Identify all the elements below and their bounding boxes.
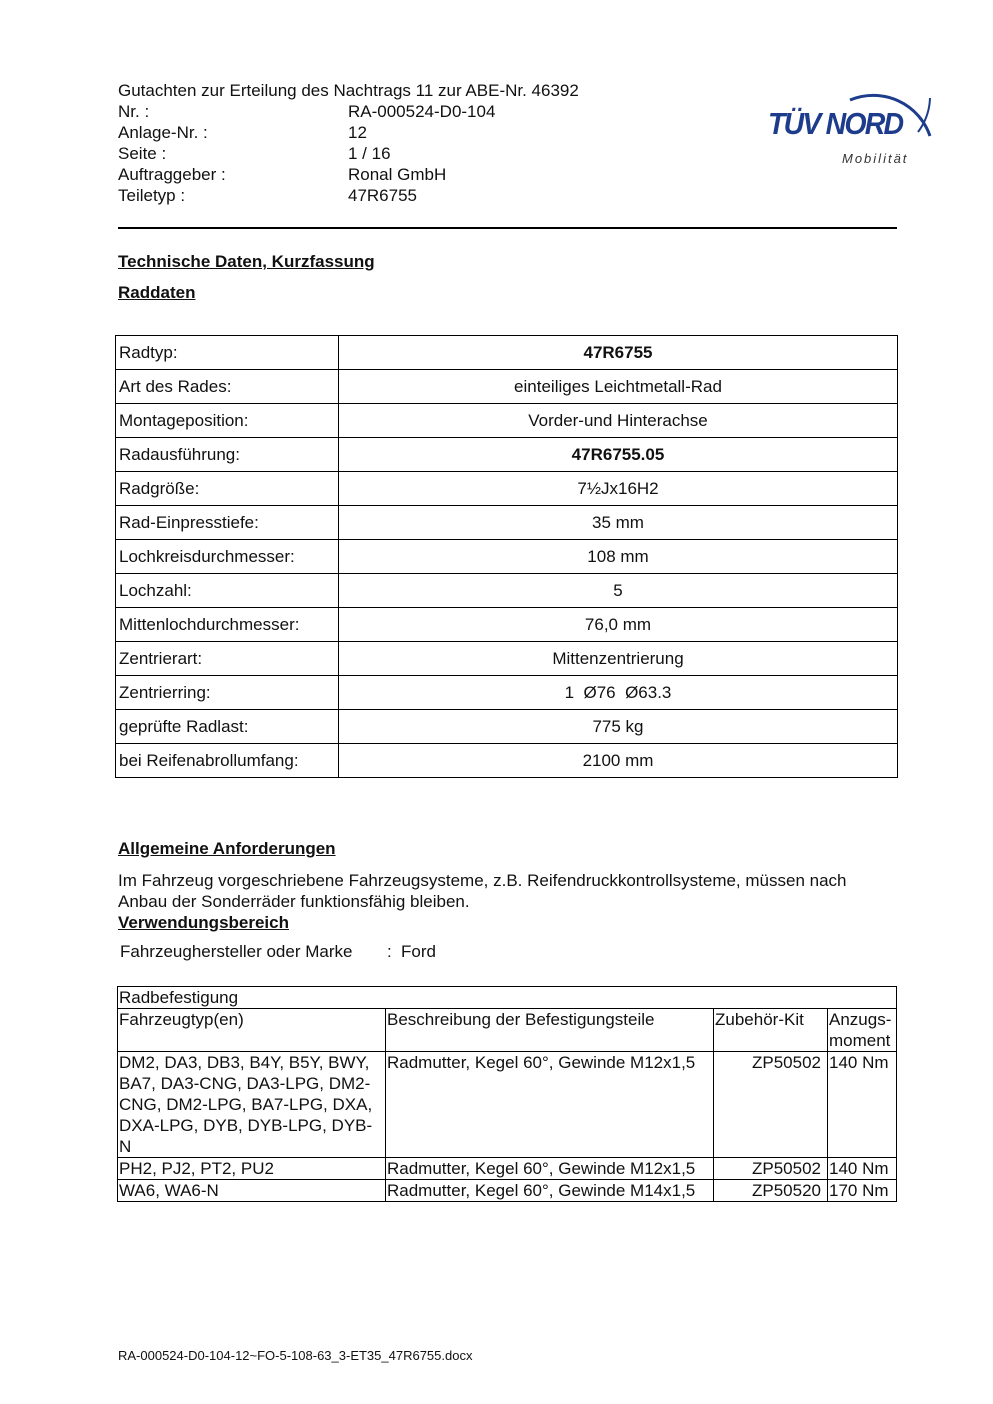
table-title-row: Radbefestigung [118,987,897,1009]
table-row: Zentrierring: 1 Ø76 Ø63.3 [116,676,898,710]
table-row: WA6, WA6-N Radmutter, Kegel 60°, Gewinde M14x1,5 ZP50520 170 Nm [118,1180,897,1202]
allgemein-paragraph: Im Fahrzeug vorgeschriebene Fahrzeugsysteme, z.B. Reifendruckkontrollsysteme, müssen nach Anbau der Sonderräder funktionsfähig bleiben. [118,871,847,911]
footer-filename: RA-000524-D0-104-12~FO-5-108-63_3-ET35_47R6755.docx [118,1348,473,1363]
table-row: DM2, DA3, DB3, B4Y, B5Y, BWY, BA7, DA3-CNG, DA3-LPG, DM2-CNG, DM2-LPG, BA7-LPG, DXA, DXA-LPG, DYB, DYB-LPG, DYB-N Radmutter, Kegel 60°, Gewinde M12x1,5 ZP50502 140 Nm [118,1052,897,1158]
table-row: Radgröße: 7½Jx16H2 [116,472,898,506]
section-verwendung: Verwendungsbereich [118,913,289,932]
table-row: PH2, PJ2, PT2, PU2 Radmutter, Kegel 60°, Gewinde M12x1,5 ZP50502 140 Nm [118,1158,897,1180]
tuv-nord-logo [762,58,942,173]
header-row-seite: Seite : 1 / 16 [118,144,391,163]
table-row: Lochzahl: 5 [116,574,898,608]
table-header-row: Fahrzeugtyp(en) Beschreibung der Befestigungsteile Zubehör-Kit Anzugs- moment [118,1009,897,1052]
table-row: bei Reifenabrollumfang: 2100 mm [116,744,898,778]
table-row: Radtyp: 47R6755 [116,336,898,370]
tech-data-table [115,335,898,778]
section-allgemein: Allgemeine Anforderungen [118,839,336,858]
header-row-nr: Nr. : RA-000524-D0-104 [118,102,496,121]
table-row: Montageposition: Vorder-und Hinterachse [116,404,898,438]
logo-brand: TÜV NORD [768,106,903,141]
header-row-auftraggeber: Auftraggeber : Ronal GmbH [118,165,447,184]
header-row-teiletyp: Teiletyp : 47R6755 [118,186,418,205]
section-raddaten: Raddaten [118,283,196,302]
radbefestigung-table [117,986,897,1202]
verwendung-row: Fahrzeughersteller oder Marke : Ford [120,942,436,961]
table-row: Zentrierart: Mittenzentrierung [116,642,898,676]
table-row: Art des Rades: einteiliges Leichtmetall-Rad [116,370,898,404]
document-title: Gutachten zur Erteilung des Nachtrags 11 zur ABE-Nr. 46392 [118,81,579,100]
logo-subtitle: Mobilität [842,151,909,166]
header-row-anlage: Anlage-Nr. : 12 [118,123,367,142]
table-row: Rad-Einpresstiefe: 35 mm [116,506,898,540]
table-row: geprüfte Radlast: 775 kg [116,710,898,744]
section-technical: Technische Daten, Kurzfassung [118,252,375,271]
document-header [118,80,579,206]
table-row: Radausführung: 47R6755.05 [116,438,898,472]
header-divider [118,227,897,229]
table-row: Lochkreisdurchmesser: 108 mm [116,540,898,574]
table-row: Mittenlochdurchmesser: 76,0 mm [116,608,898,642]
